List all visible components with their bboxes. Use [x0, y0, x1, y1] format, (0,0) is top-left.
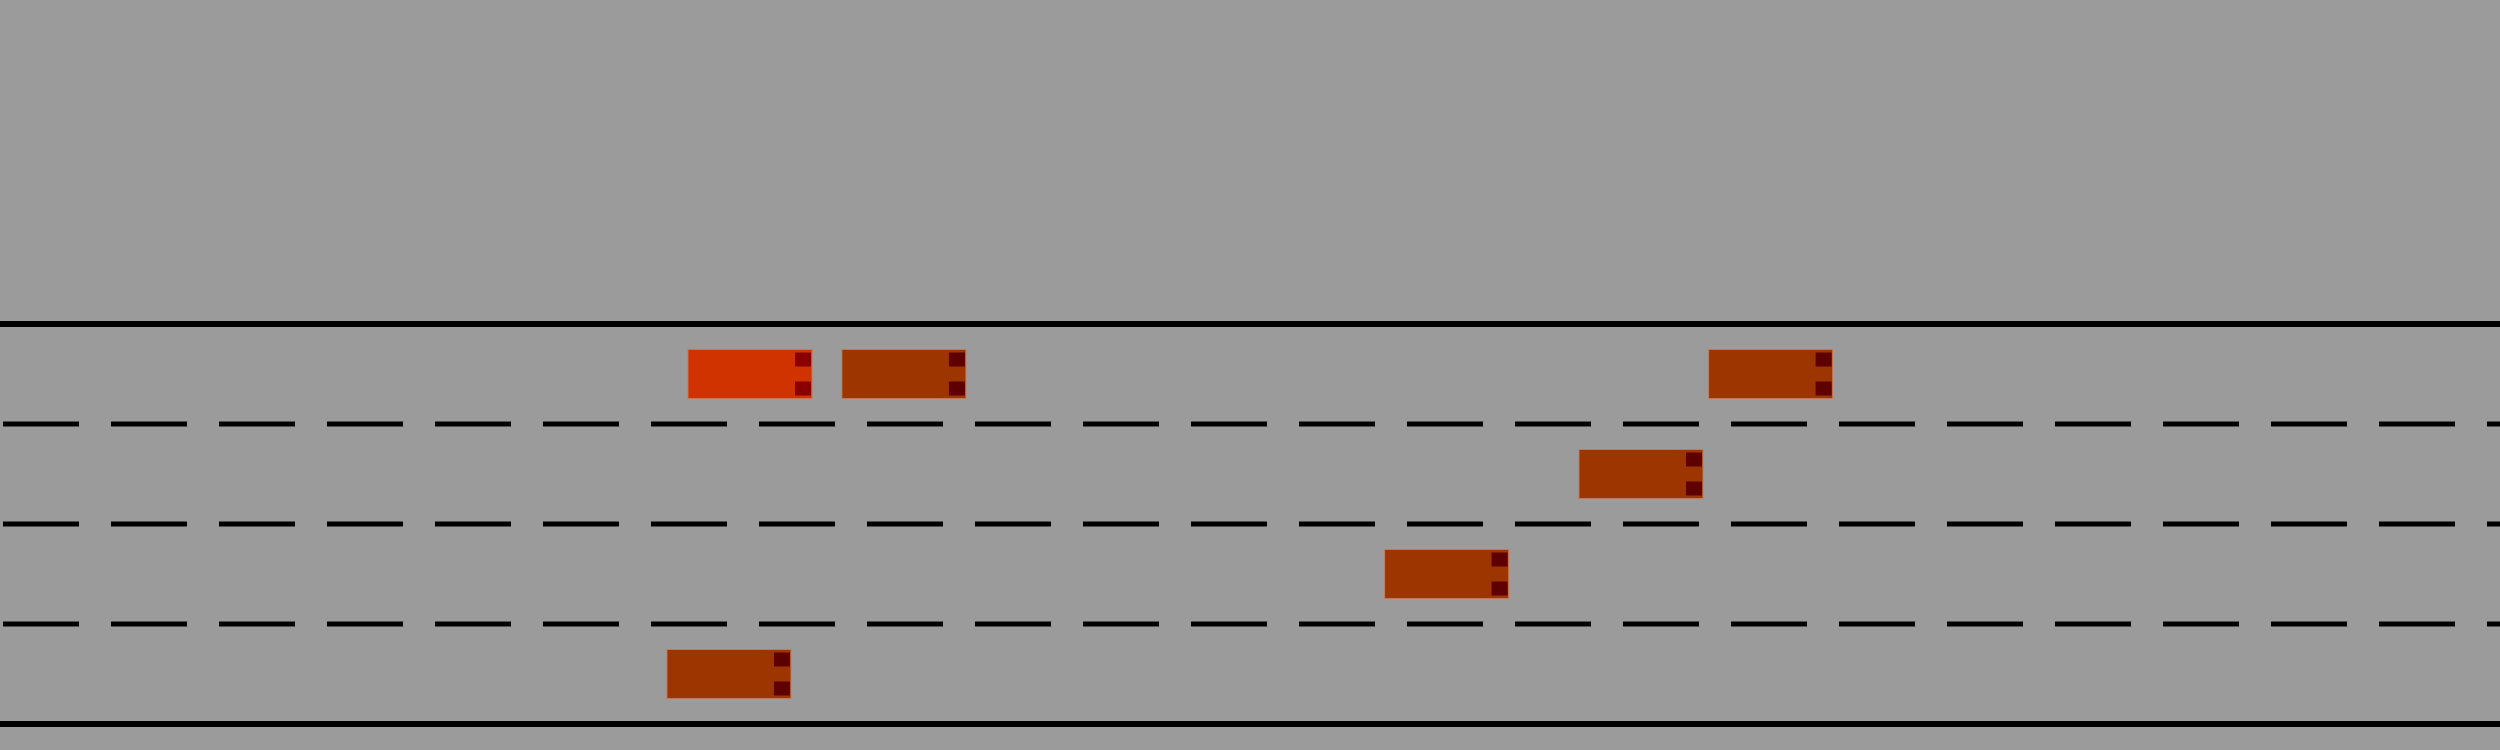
headlight-right [949, 382, 965, 396]
headlight-left [795, 353, 811, 367]
vehicle-body [1709, 350, 1833, 399]
other-vehicle-car-1 [842, 350, 966, 399]
other-vehicle-car-5 [667, 650, 791, 699]
headlight-left [949, 353, 965, 367]
vehicle-body [842, 350, 966, 399]
other-vehicle-car-2 [1709, 350, 1833, 399]
headlight-right [774, 682, 790, 696]
other-vehicle-car-4 [1385, 550, 1509, 599]
headlight-right [1686, 482, 1702, 496]
headlight-left [774, 653, 790, 667]
vehicle-body [667, 650, 791, 699]
headlight-left [1492, 553, 1508, 567]
headlight-right [1816, 382, 1832, 396]
vehicle-body [1579, 450, 1703, 499]
other-vehicle-car-3 [1579, 450, 1703, 499]
vehicle-body [688, 350, 812, 399]
vehicle-body [1385, 550, 1509, 599]
headlight-right [795, 382, 811, 396]
headlight-left [1686, 453, 1702, 467]
headlight-left [1816, 353, 1832, 367]
ego-vehicle-ego [688, 350, 812, 399]
headlight-right [1492, 582, 1508, 596]
